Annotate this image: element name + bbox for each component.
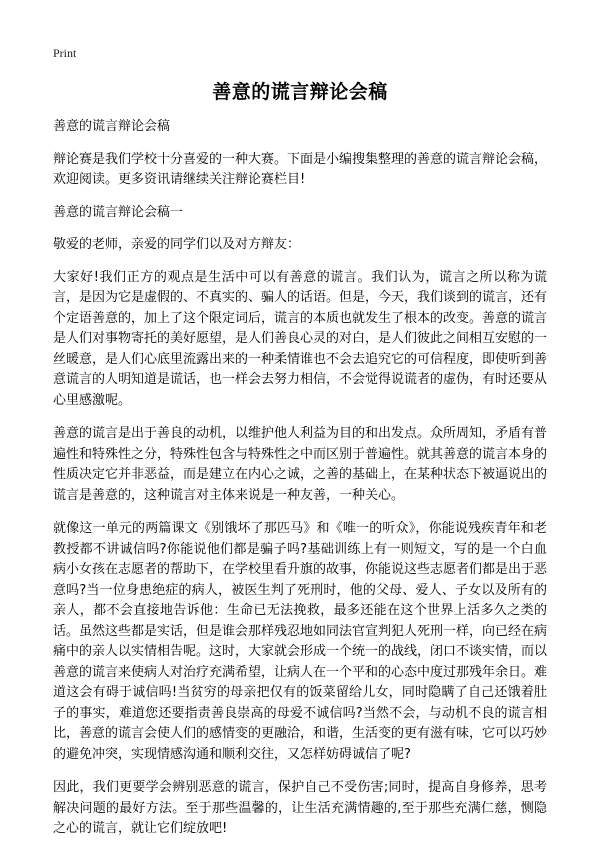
body-paragraph: 善意的谎言是出于善良的动机，以维护他人利益为目的和出发点。众所周知，矛盾有普遍性和特殊性之分，特殊性包含与特殊性之中而区别于普遍性。就其善意的谎言本身的性质决定它并非恶益，而是建立在内心之诚，之善的基础上，在某种状态下被逼说出的谎言是善意的，这种谎言对主体来说是一种友善，一种关心。	[53, 426, 548, 503]
print-label: Print	[53, 46, 77, 60]
document-body	[53, 117, 547, 852]
section-heading: 善意的谎言辩论会稿一	[53, 204, 184, 220]
greeting-paragraph: 敬爱的老师，亲爱的同学们以及对方辩友：	[53, 237, 301, 252]
body-paragraph: 就像这一单元的两篇课文《别饿坏了那匹马》和《唯一的听众》，你能说残疾青年和老教授都不讲诚信吗?你能说他们都是骗子吗?基础训练上有一则短文，写的是一个白血病小女孩在志愿者的帮助下，在学校里看升旗的故事，你能说这些志愿者们都是出于恶意吗?当一位身患绝症的病人，被医生判了死刑时，他的父母、爱人、子女以及所有的亲人，都不会直接地告诉他：生命已无法挽救，最多还能在这个世界上活多久之类的话。虽然这些都是实话，但是谁会那样残忍地如同法官宣判犯人死刑一样，向已经在病痛中的亲人以实情相告呢。这时，大家就会形成一个统一的战线，闭口不谈实情，而以善意的谎言来使病人对治疗充满希望，让病人在一个平和的心态中度过那残年余日。难道这会有碍于诚信吗!当贫穷的母亲把仅有的饭菜留给儿女，同时隐瞒了自己还饿着肚子的事实，难道您还要指责善良崇高的母爱不诚信吗?当然不会，与动机不良的谎言相比，善意的谎言会使人们的感情变的更融洽，和谐，生活变的更有滋有味，它可以巧妙的避免冲突，实现情感沟通和顺利交往，又怎样妨碍诚信了呢?	[53, 521, 548, 762]
body-paragraph: 大家好!我们正方的观点是生活中可以有善意的谎言。我们认为，谎言之所以称为谎言，是因为它是虚假的、不真实的、骗人的话语。但是，今天，我们谈到的谎言，还有个定语善意的，加上了这个限定词后，谎言的本质也就发生了根本的改变。善意的谎言是人们对事物寄托的美好愿望，是人们善良心灵的对白，是人们彼此之间相互安慰的一丝暖意，是人们心底里流露出来的一种柔情谁也不会去追究它的可信程度，即使听到善意谎言的人明知道是谎话，也一样会去努力相信，不会觉得说谎者的虚伪，有时还要从心里感激呢。	[53, 269, 548, 408]
intro-paragraph: 辩论赛是我们学校十分喜爱的一种大赛。下面是小编搜集整理的善意的谎言辩论会稿，欢迎阅读。更多资讯请继续关注辩论赛栏目!	[53, 151, 548, 187]
conclusion-paragraph: 因此，我们更要学会辨别恶意的谎言，保护自己不受伤害;同时，提高自身修养，思考解决问题的最好方法。至于那些温馨的，让生活充满情趣的,至于那些充满仁慈，恻隐之心的谎言，就让它们绽放吧!	[53, 780, 547, 836]
subtitle-heading: 善意的谎言辩论会稿	[53, 119, 171, 134]
page-title: 善意的谎言辩论会稿	[212, 81, 388, 103]
